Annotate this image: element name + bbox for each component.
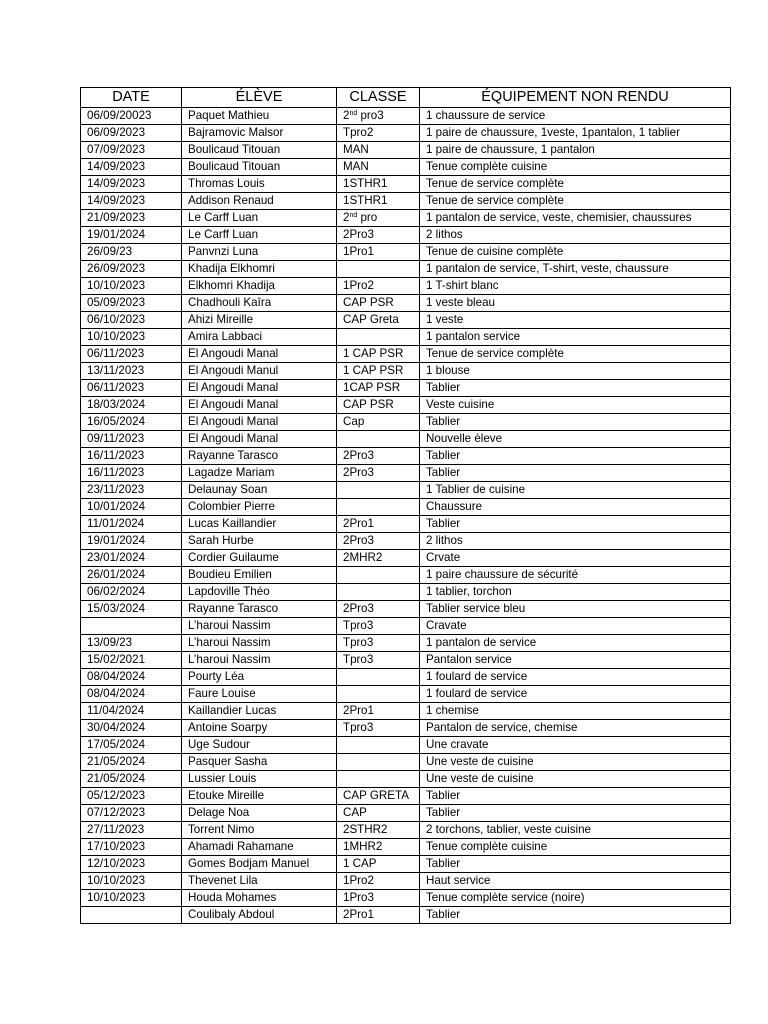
table-row	[81, 482, 731, 499]
cell-equipement: Tablier	[420, 805, 731, 822]
cell-classe: Tpro3	[337, 720, 420, 737]
cell-classe: MAN	[337, 159, 420, 176]
cell-date: 13/11/2023	[81, 363, 182, 380]
cell-date	[81, 618, 182, 635]
cell-date: 16/11/2023	[81, 465, 182, 482]
cell-classe	[337, 669, 420, 686]
table-row	[81, 737, 731, 754]
cell-eleve: Elkhomri Khadija	[182, 278, 337, 295]
cell-date: 06/11/2023	[81, 346, 182, 363]
cell-date: 12/10/2023	[81, 856, 182, 873]
cell-equipement: 1 foulard de service	[420, 669, 731, 686]
table-row	[81, 108, 731, 125]
cell-classe	[337, 754, 420, 771]
table-row	[81, 295, 731, 312]
cell-eleve: Boudieu Emilien	[182, 567, 337, 584]
cell-eleve: Lapdoville Théo	[182, 584, 337, 601]
cell-equipement: 1 tablier, torchon	[420, 584, 731, 601]
cell-equipement: 1 paire chaussure de sécurité	[420, 567, 731, 584]
cell-equipement: Chaussure	[420, 499, 731, 516]
cell-equipement: Tablier	[420, 448, 731, 465]
cell-equipement: 1 T-shirt blanc	[420, 278, 731, 295]
cell-date: 19/01/2024	[81, 533, 182, 550]
cell-eleve: Sarah Hurbe	[182, 533, 337, 550]
cell-date: 30/04/2024	[81, 720, 182, 737]
cell-date: 10/10/2023	[81, 278, 182, 295]
cell-equipement: Tenue de service complète	[420, 176, 731, 193]
cell-equipement: Une veste de cuisine	[420, 771, 731, 788]
cell-date: 21/09/2023	[81, 210, 182, 227]
cell-date: 11/04/2024	[81, 703, 182, 720]
table-body	[81, 108, 731, 924]
cell-date: 05/09/2023	[81, 295, 182, 312]
cell-classe: 1 CAP PSR	[337, 346, 420, 363]
table-row	[81, 499, 731, 516]
cell-classe	[337, 737, 420, 754]
cell-date: 16/05/2024	[81, 414, 182, 431]
cell-eleve: El Angoudi Manal	[182, 346, 337, 363]
cell-eleve: Rayanne Tarasco	[182, 601, 337, 618]
cell-date: 14/09/2023	[81, 159, 182, 176]
cell-equipement: Tenue de service complète	[420, 346, 731, 363]
table-row	[81, 567, 731, 584]
table-row	[81, 703, 731, 720]
cell-date: 13/09/23	[81, 635, 182, 652]
cell-classe	[337, 261, 420, 278]
table-row	[81, 346, 731, 363]
cell-classe: Tpro2	[337, 125, 420, 142]
cell-eleve: Thromas Louis	[182, 176, 337, 193]
cell-eleve: Ahizi Mireille	[182, 312, 337, 329]
cell-date: 17/05/2024	[81, 737, 182, 754]
cell-classe: CAP Greta	[337, 312, 420, 329]
cell-eleve: Boulicaud Titouan	[182, 159, 337, 176]
cell-classe: Cap	[337, 414, 420, 431]
cell-classe: 1Pro3	[337, 890, 420, 907]
cell-eleve: Lussier Louis	[182, 771, 337, 788]
cell-equipement: 1 pantalon de service	[420, 635, 731, 652]
table-row	[81, 176, 731, 193]
cell-classe: 1Pro2	[337, 278, 420, 295]
cell-eleve: Amira Labbaci	[182, 329, 337, 346]
cell-date: 06/02/2024	[81, 584, 182, 601]
cell-classe: 2Pro3	[337, 465, 420, 482]
table-row	[81, 380, 731, 397]
cell-equipement: Pantalon de service, chemise	[420, 720, 731, 737]
cell-equipement: Tablier service bleu	[420, 601, 731, 618]
cell-date: 10/10/2023	[81, 329, 182, 346]
cell-date: 08/04/2024	[81, 686, 182, 703]
cell-classe: 1MHR2	[337, 839, 420, 856]
cell-classe: 1Pro2	[337, 873, 420, 890]
cell-classe: 1STHR1	[337, 176, 420, 193]
table-row	[81, 584, 731, 601]
cell-equipement: Tablier	[420, 788, 731, 805]
cell-equipement: 1 foulard de service	[420, 686, 731, 703]
cell-equipement: 1 paire de chaussure, 1 pantalon	[420, 142, 731, 159]
cell-date: 15/02/2021	[81, 652, 182, 669]
cell-eleve: Delage Noa	[182, 805, 337, 822]
cell-date: 06/09/20023	[81, 108, 182, 125]
cell-equipement: Tablier	[420, 856, 731, 873]
cell-date: 21/05/2024	[81, 754, 182, 771]
cell-date: 11/01/2024	[81, 516, 182, 533]
table-row	[81, 856, 731, 873]
cell-date: 18/03/2024	[81, 397, 182, 414]
cell-classe: MAN	[337, 142, 420, 159]
cell-classe: 2nd pro3	[337, 108, 420, 125]
cell-equipement: Tablier	[420, 380, 731, 397]
cell-eleve: Paquet Mathieu	[182, 108, 337, 125]
cell-date: 15/03/2024	[81, 601, 182, 618]
cell-date: 06/10/2023	[81, 312, 182, 329]
cell-date: 10/01/2024	[81, 499, 182, 516]
cell-date: 16/11/2023	[81, 448, 182, 465]
cell-eleve: Lucas Kaillandier	[182, 516, 337, 533]
cell-date: 26/09/23	[81, 244, 182, 261]
cell-equipement: Une cravate	[420, 737, 731, 754]
cell-classe: 2nd pro	[337, 210, 420, 227]
cell-classe	[337, 771, 420, 788]
cell-classe: 2Pro1	[337, 516, 420, 533]
cell-date: 14/09/2023	[81, 176, 182, 193]
cell-classe: 2Pro3	[337, 227, 420, 244]
table-row	[81, 669, 731, 686]
cell-equipement: 1 pantalon de service, T-shirt, veste, chaussure	[420, 261, 731, 278]
table-row	[81, 618, 731, 635]
cell-classe: 2Pro3	[337, 533, 420, 550]
cell-equipement: Tablier	[420, 414, 731, 431]
cell-eleve: El Angoudi Manal	[182, 414, 337, 431]
cell-date: 27/11/2023	[81, 822, 182, 839]
cell-classe	[337, 686, 420, 703]
cell-eleve: Panvnzi Luna	[182, 244, 337, 261]
cell-date: 05/12/2023	[81, 788, 182, 805]
table-row	[81, 907, 731, 924]
cell-eleve: Torrent Nimo	[182, 822, 337, 839]
cell-classe: 2STHR2	[337, 822, 420, 839]
cell-eleve: Le Carff Luan	[182, 227, 337, 244]
table-row	[81, 431, 731, 448]
cell-classe: 2Pro1	[337, 907, 420, 924]
table-row	[81, 414, 731, 431]
table-header-row	[81, 88, 731, 108]
table-row	[81, 159, 731, 176]
table-row	[81, 329, 731, 346]
table-row	[81, 312, 731, 329]
cell-eleve: Etouke Mireille	[182, 788, 337, 805]
cell-eleve: Antoine Soarpy	[182, 720, 337, 737]
cell-date: 09/11/2023	[81, 431, 182, 448]
equipment-table	[80, 87, 731, 924]
cell-eleve: Houda Mohames	[182, 890, 337, 907]
table-row	[81, 635, 731, 652]
table-row	[81, 210, 731, 227]
table-row	[81, 516, 731, 533]
cell-eleve: El Angoudi Manul	[182, 363, 337, 380]
cell-date: 23/11/2023	[81, 482, 182, 499]
cell-equipement: Tablier	[420, 516, 731, 533]
cell-equipement: 1 chaussure de service	[420, 108, 731, 125]
cell-classe: Tpro3	[337, 618, 420, 635]
table-row	[81, 822, 731, 839]
header-eleve: ÉLÈVE	[182, 88, 337, 108]
cell-eleve: Le Carff Luan	[182, 210, 337, 227]
table-row	[81, 720, 731, 737]
header-date: DATE	[81, 88, 182, 108]
cell-classe: 1CAP PSR	[337, 380, 420, 397]
cell-equipement: Une veste de cuisine	[420, 754, 731, 771]
cell-eleve: Addison Renaud	[182, 193, 337, 210]
cell-equipement: Cravate	[420, 618, 731, 635]
cell-classe: CAP GRETA	[337, 788, 420, 805]
cell-eleve: Rayanne Tarasco	[182, 448, 337, 465]
cell-equipement: Veste cuisine	[420, 397, 731, 414]
cell-equipement: 1 chemise	[420, 703, 731, 720]
cell-classe: CAP PSR	[337, 295, 420, 312]
table-row	[81, 465, 731, 482]
table-row	[81, 533, 731, 550]
cell-date: 19/01/2024	[81, 227, 182, 244]
cell-eleve: El Angoudi Manal	[182, 431, 337, 448]
cell-equipement: 1 veste bleau	[420, 295, 731, 312]
cell-classe: 2MHR2	[337, 550, 420, 567]
cell-equipement: Tenue de cuisine complète	[420, 244, 731, 261]
cell-eleve: Uge Sudour	[182, 737, 337, 754]
table-row	[81, 601, 731, 618]
table-row	[81, 125, 731, 142]
table-row	[81, 788, 731, 805]
cell-date: 21/05/2024	[81, 771, 182, 788]
table-row	[81, 754, 731, 771]
cell-date: 06/09/2023	[81, 125, 182, 142]
table-row	[81, 890, 731, 907]
cell-equipement: 1 pantalon de service, veste, chemisier, chaussures	[420, 210, 731, 227]
cell-date: 07/12/2023	[81, 805, 182, 822]
cell-equipement: Haut service	[420, 873, 731, 890]
table-row	[81, 448, 731, 465]
cell-classe	[337, 431, 420, 448]
cell-eleve: Faure Louise	[182, 686, 337, 703]
cell-classe: 1Pro1	[337, 244, 420, 261]
cell-eleve: L’haroui Nassim	[182, 652, 337, 669]
cell-equipement: 1 blouse	[420, 363, 731, 380]
cell-eleve: Boulicaud Titouan	[182, 142, 337, 159]
cell-equipement: Tenue complète cuisine	[420, 159, 731, 176]
header-classe: CLASSE	[337, 88, 420, 108]
table-row	[81, 550, 731, 567]
cell-date: 23/01/2024	[81, 550, 182, 567]
cell-classe	[337, 584, 420, 601]
cell-classe	[337, 329, 420, 346]
cell-classe	[337, 499, 420, 516]
cell-equipement: 2 torchons, tablier, veste cuisine	[420, 822, 731, 839]
cell-date: 26/01/2024	[81, 567, 182, 584]
cell-equipement: Tablier	[420, 907, 731, 924]
table-row	[81, 839, 731, 856]
table-row	[81, 652, 731, 669]
cell-eleve: Kaillandier Lucas	[182, 703, 337, 720]
cell-date: 10/10/2023	[81, 890, 182, 907]
cell-eleve: Cordier Guilaume	[182, 550, 337, 567]
cell-equipement: 1 paire de chaussure, 1veste, 1pantalon, 1 tablier	[420, 125, 731, 142]
cell-equipement: Tenue complète service (noire)	[420, 890, 731, 907]
cell-equipement: Tenue de service complète	[420, 193, 731, 210]
cell-classe	[337, 567, 420, 584]
cell-eleve: Ahamadi Rahamane	[182, 839, 337, 856]
cell-eleve: Gomes Bodjam Manuel	[182, 856, 337, 873]
cell-date: 14/09/2023	[81, 193, 182, 210]
cell-date: 07/09/2023	[81, 142, 182, 159]
cell-eleve: El Angoudi Manal	[182, 397, 337, 414]
cell-classe: 2Pro1	[337, 703, 420, 720]
table-row	[81, 193, 731, 210]
cell-date: 06/11/2023	[81, 380, 182, 397]
cell-eleve: Lagadze Mariam	[182, 465, 337, 482]
cell-classe: 1 CAP PSR	[337, 363, 420, 380]
cell-date	[81, 907, 182, 924]
header-equipement: ÉQUIPEMENT NON RENDU	[420, 88, 731, 108]
table-row	[81, 227, 731, 244]
table-row	[81, 142, 731, 159]
cell-classe: CAP PSR	[337, 397, 420, 414]
cell-classe: Tpro3	[337, 635, 420, 652]
table-row	[81, 771, 731, 788]
cell-classe: 1STHR1	[337, 193, 420, 210]
cell-classe: 1 CAP	[337, 856, 420, 873]
cell-eleve: Thevenet Lila	[182, 873, 337, 890]
cell-eleve: Pourty Léa	[182, 669, 337, 686]
cell-equipement: Tenue complète cuisine	[420, 839, 731, 856]
cell-classe	[337, 482, 420, 499]
cell-eleve: Delaunay Soan	[182, 482, 337, 499]
table-row	[81, 363, 731, 380]
cell-equipement: 1 veste	[420, 312, 731, 329]
cell-equipement: 1 pantalon service	[420, 329, 731, 346]
cell-eleve: L’haroui Nassim	[182, 618, 337, 635]
cell-eleve: Bajramovic Malsor	[182, 125, 337, 142]
table-row	[81, 686, 731, 703]
cell-date: 17/10/2023	[81, 839, 182, 856]
cell-equipement: 1 Tablier de cuisine	[420, 482, 731, 499]
cell-eleve: El Angoudi Manal	[182, 380, 337, 397]
table-row	[81, 805, 731, 822]
cell-eleve: L’haroui Nassim	[182, 635, 337, 652]
cell-eleve: Chadhouli Kaîra	[182, 295, 337, 312]
cell-equipement: 2 lithos	[420, 227, 731, 244]
table-row	[81, 244, 731, 261]
table-row	[81, 873, 731, 890]
cell-eleve: Khadija Elkhomri	[182, 261, 337, 278]
cell-eleve: Pasquer Sasha	[182, 754, 337, 771]
cell-equipement: Pantalon service	[420, 652, 731, 669]
cell-eleve: Colombier Pierre	[182, 499, 337, 516]
table-row	[81, 261, 731, 278]
cell-classe: 2Pro3	[337, 601, 420, 618]
cell-date: 08/04/2024	[81, 669, 182, 686]
cell-equipement: Nouvelle èleve	[420, 431, 731, 448]
cell-classe: 2Pro3	[337, 448, 420, 465]
cell-classe: Tpro3	[337, 652, 420, 669]
cell-eleve: Coulibaly Abdoul	[182, 907, 337, 924]
cell-equipement: Crvate	[420, 550, 731, 567]
table-row	[81, 278, 731, 295]
cell-classe: CAP	[337, 805, 420, 822]
cell-equipement: Tablier	[420, 465, 731, 482]
cell-date: 10/10/2023	[81, 873, 182, 890]
table-row	[81, 397, 731, 414]
cell-equipement: 2 lithos	[420, 533, 731, 550]
cell-date: 26/09/2023	[81, 261, 182, 278]
